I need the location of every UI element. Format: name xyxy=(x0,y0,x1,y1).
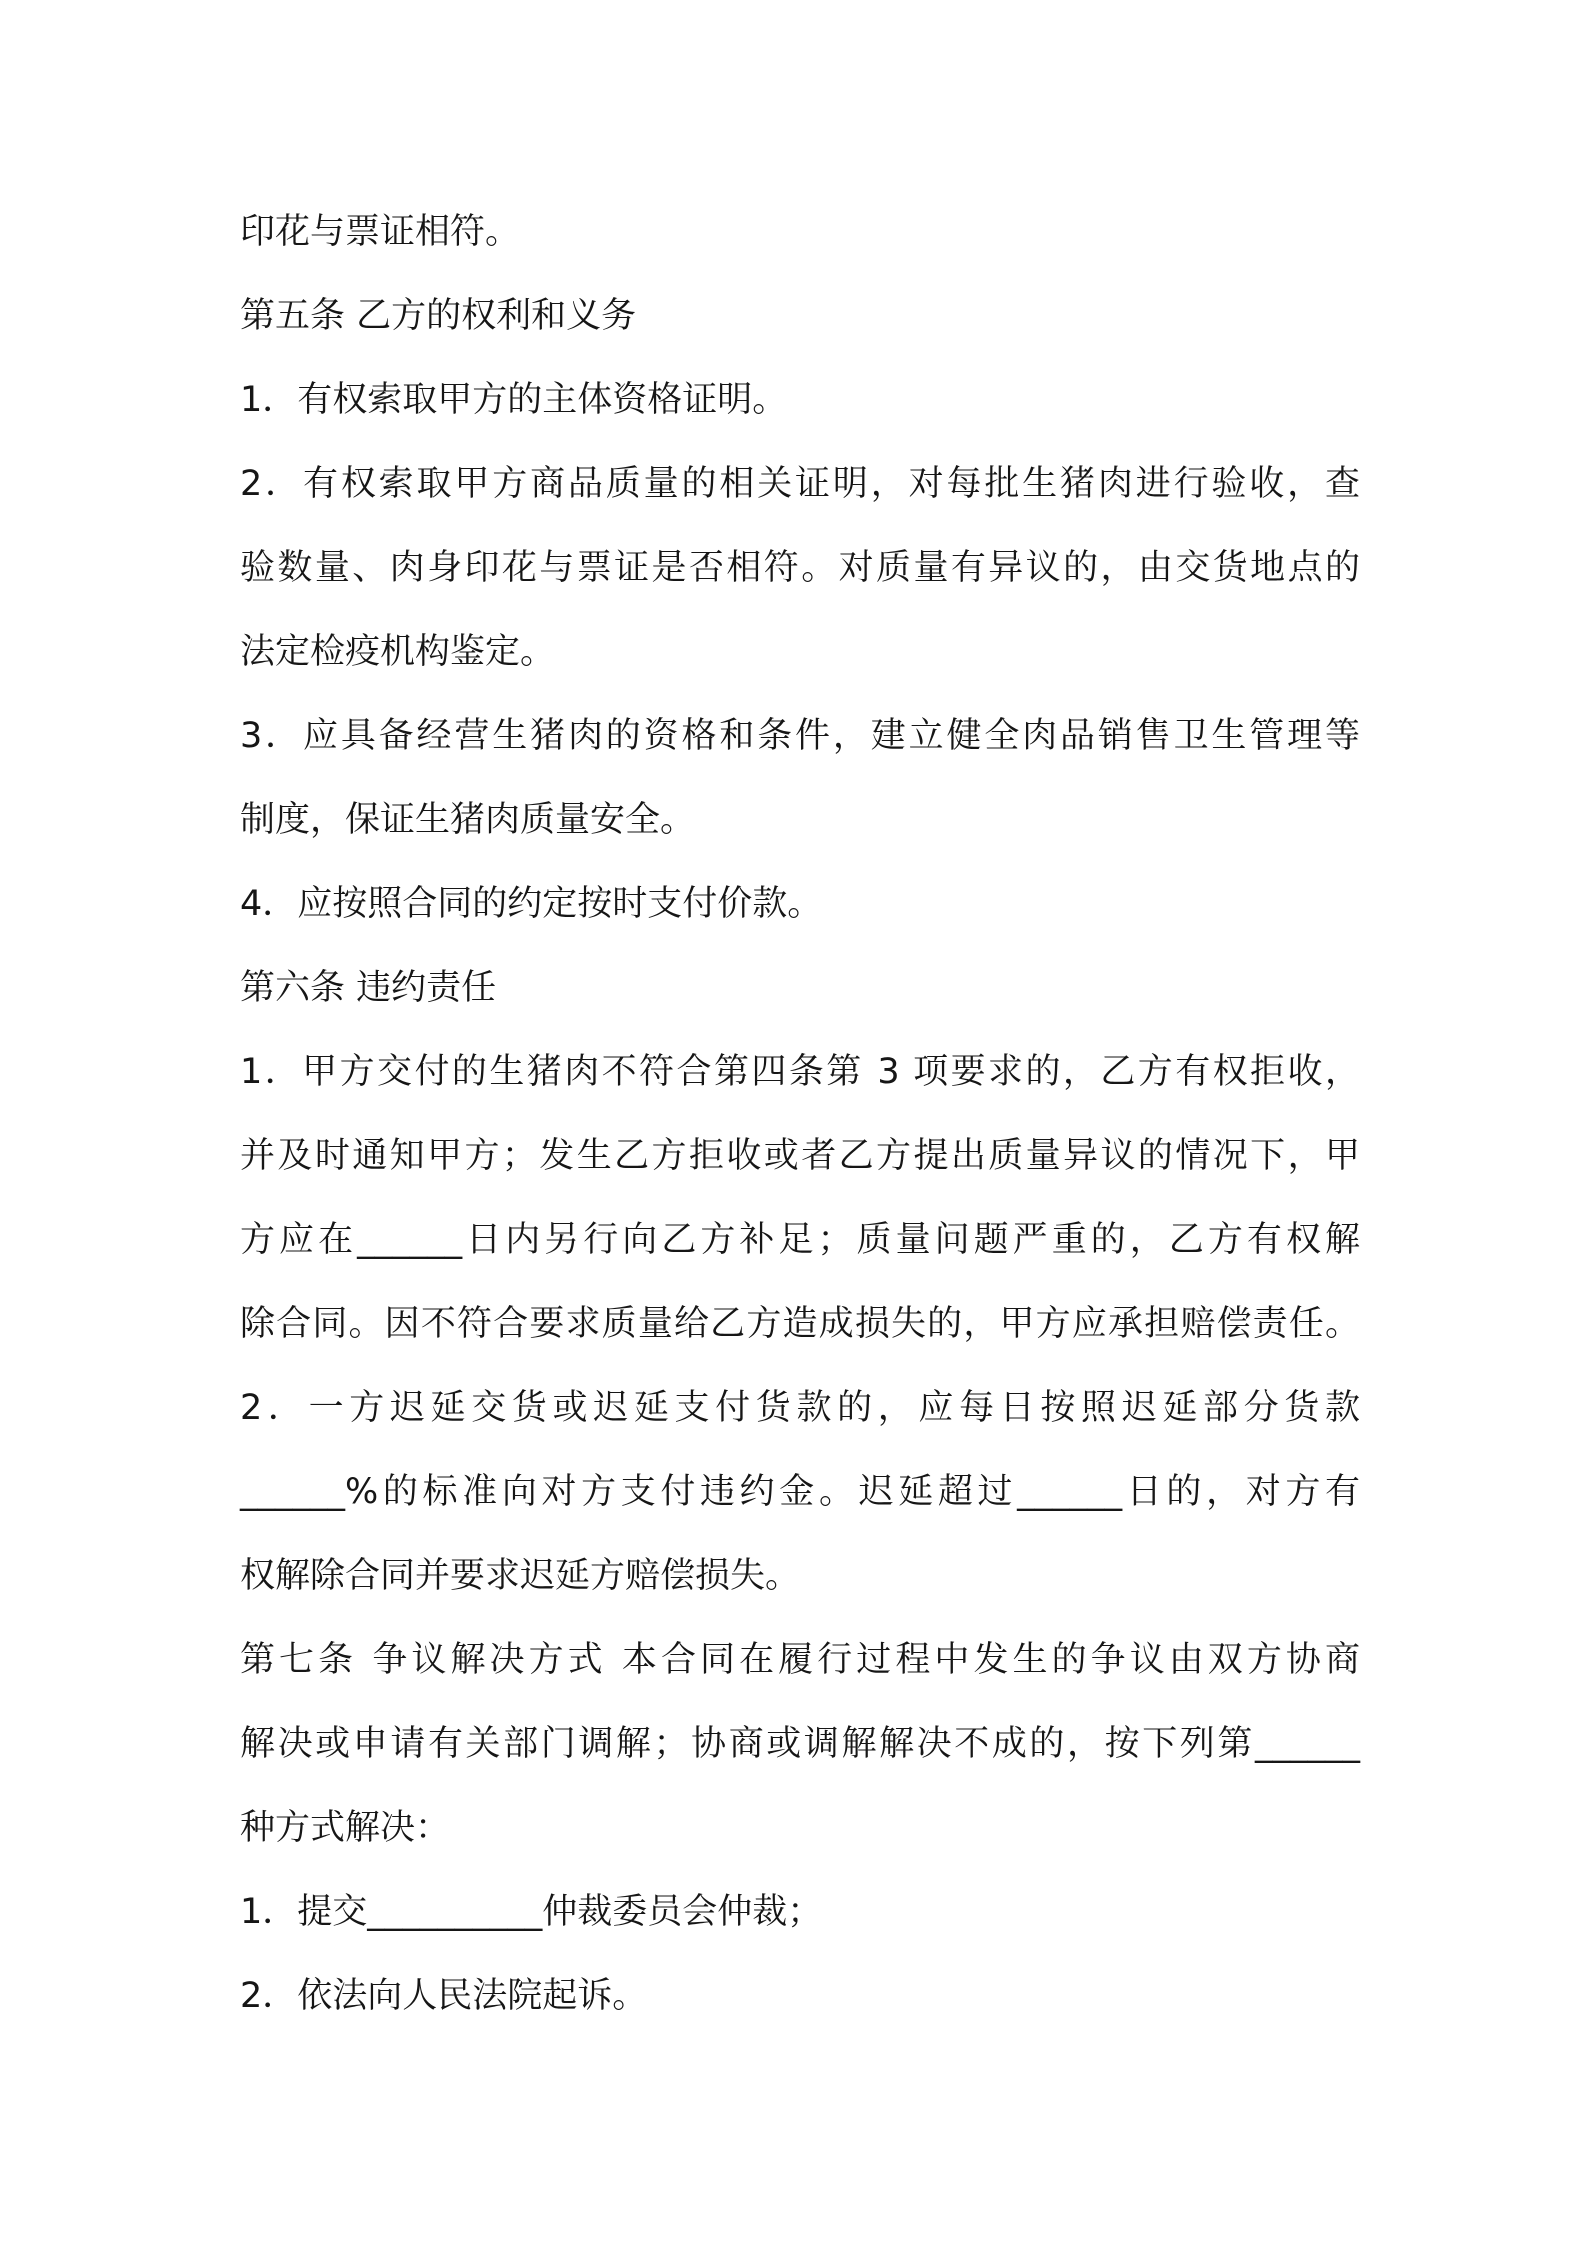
text-line-5: 验数量、肉身印花与票证是否相符。对质量有异议的，由交货地点的 xyxy=(240,548,1360,588)
article-5-heading: 第五条 乙方的权利和义务 xyxy=(240,296,637,336)
text-line-20: 种方式解决： xyxy=(240,1808,451,1848)
text-line-19: 解决或申请有关部门调解；协商或调解解决不成的，按下列第______ xyxy=(240,1724,1360,1764)
text-line-3: 1．有权索取甲方的主体资格证明。 xyxy=(240,380,788,420)
text-line-15: 2．一方迟延交货或迟延支付货款的，应每日按照迟延部分货款 xyxy=(240,1388,1360,1428)
text-line-8: 制度，保证生猪肉质量安全。 xyxy=(240,800,696,840)
text-line-1: 印花与票证相符。 xyxy=(240,212,521,252)
document-page xyxy=(240,190,1360,2038)
text-line-16: ______%的标准向对方支付违约金。迟延超过______日的，对方有 xyxy=(240,1472,1360,1512)
article-7-heading: 第七条 争议解决方式 本合同在履行过程中发生的争议由双方协商 xyxy=(240,1640,1360,1680)
article-6-heading: 第六条 违约责任 xyxy=(240,968,497,1008)
text-line-14: 除合同。因不符合要求质量给乙方造成损失的，甲方应承担赔偿责任。 xyxy=(240,1304,1360,1344)
text-line-21: 1．提交__________仲裁委员会仲裁； xyxy=(240,1892,823,1932)
text-line-6: 法定检疫机构鉴定。 xyxy=(240,632,556,672)
text-line-12: 并及时通知甲方；发生乙方拒收或者乙方提出质量异议的情况下，甲 xyxy=(240,1136,1360,1176)
text-line-11: 1．甲方交付的生猪肉不符合第四条第 3 项要求的，乙方有权拒收， xyxy=(240,1052,1360,1092)
text-line-13: 方应在______日内另行向乙方补足；质量问题严重的，乙方有权解 xyxy=(240,1220,1360,1260)
text-line-9: 4．应按照合同的约定按时支付价款。 xyxy=(240,884,823,924)
text-line-7: 3．应具备经营生猪肉的资格和条件，建立健全肉品销售卫生管理等 xyxy=(240,716,1360,756)
text-line-17: 权解除合同并要求迟延方赔偿损失。 xyxy=(240,1556,801,1596)
text-line-4: 2．有权索取甲方商品质量的相关证明，对每批生猪肉进行验收，查 xyxy=(240,464,1360,504)
text-line-22: 2．依法向人民法院起诉。 xyxy=(240,1976,648,2016)
